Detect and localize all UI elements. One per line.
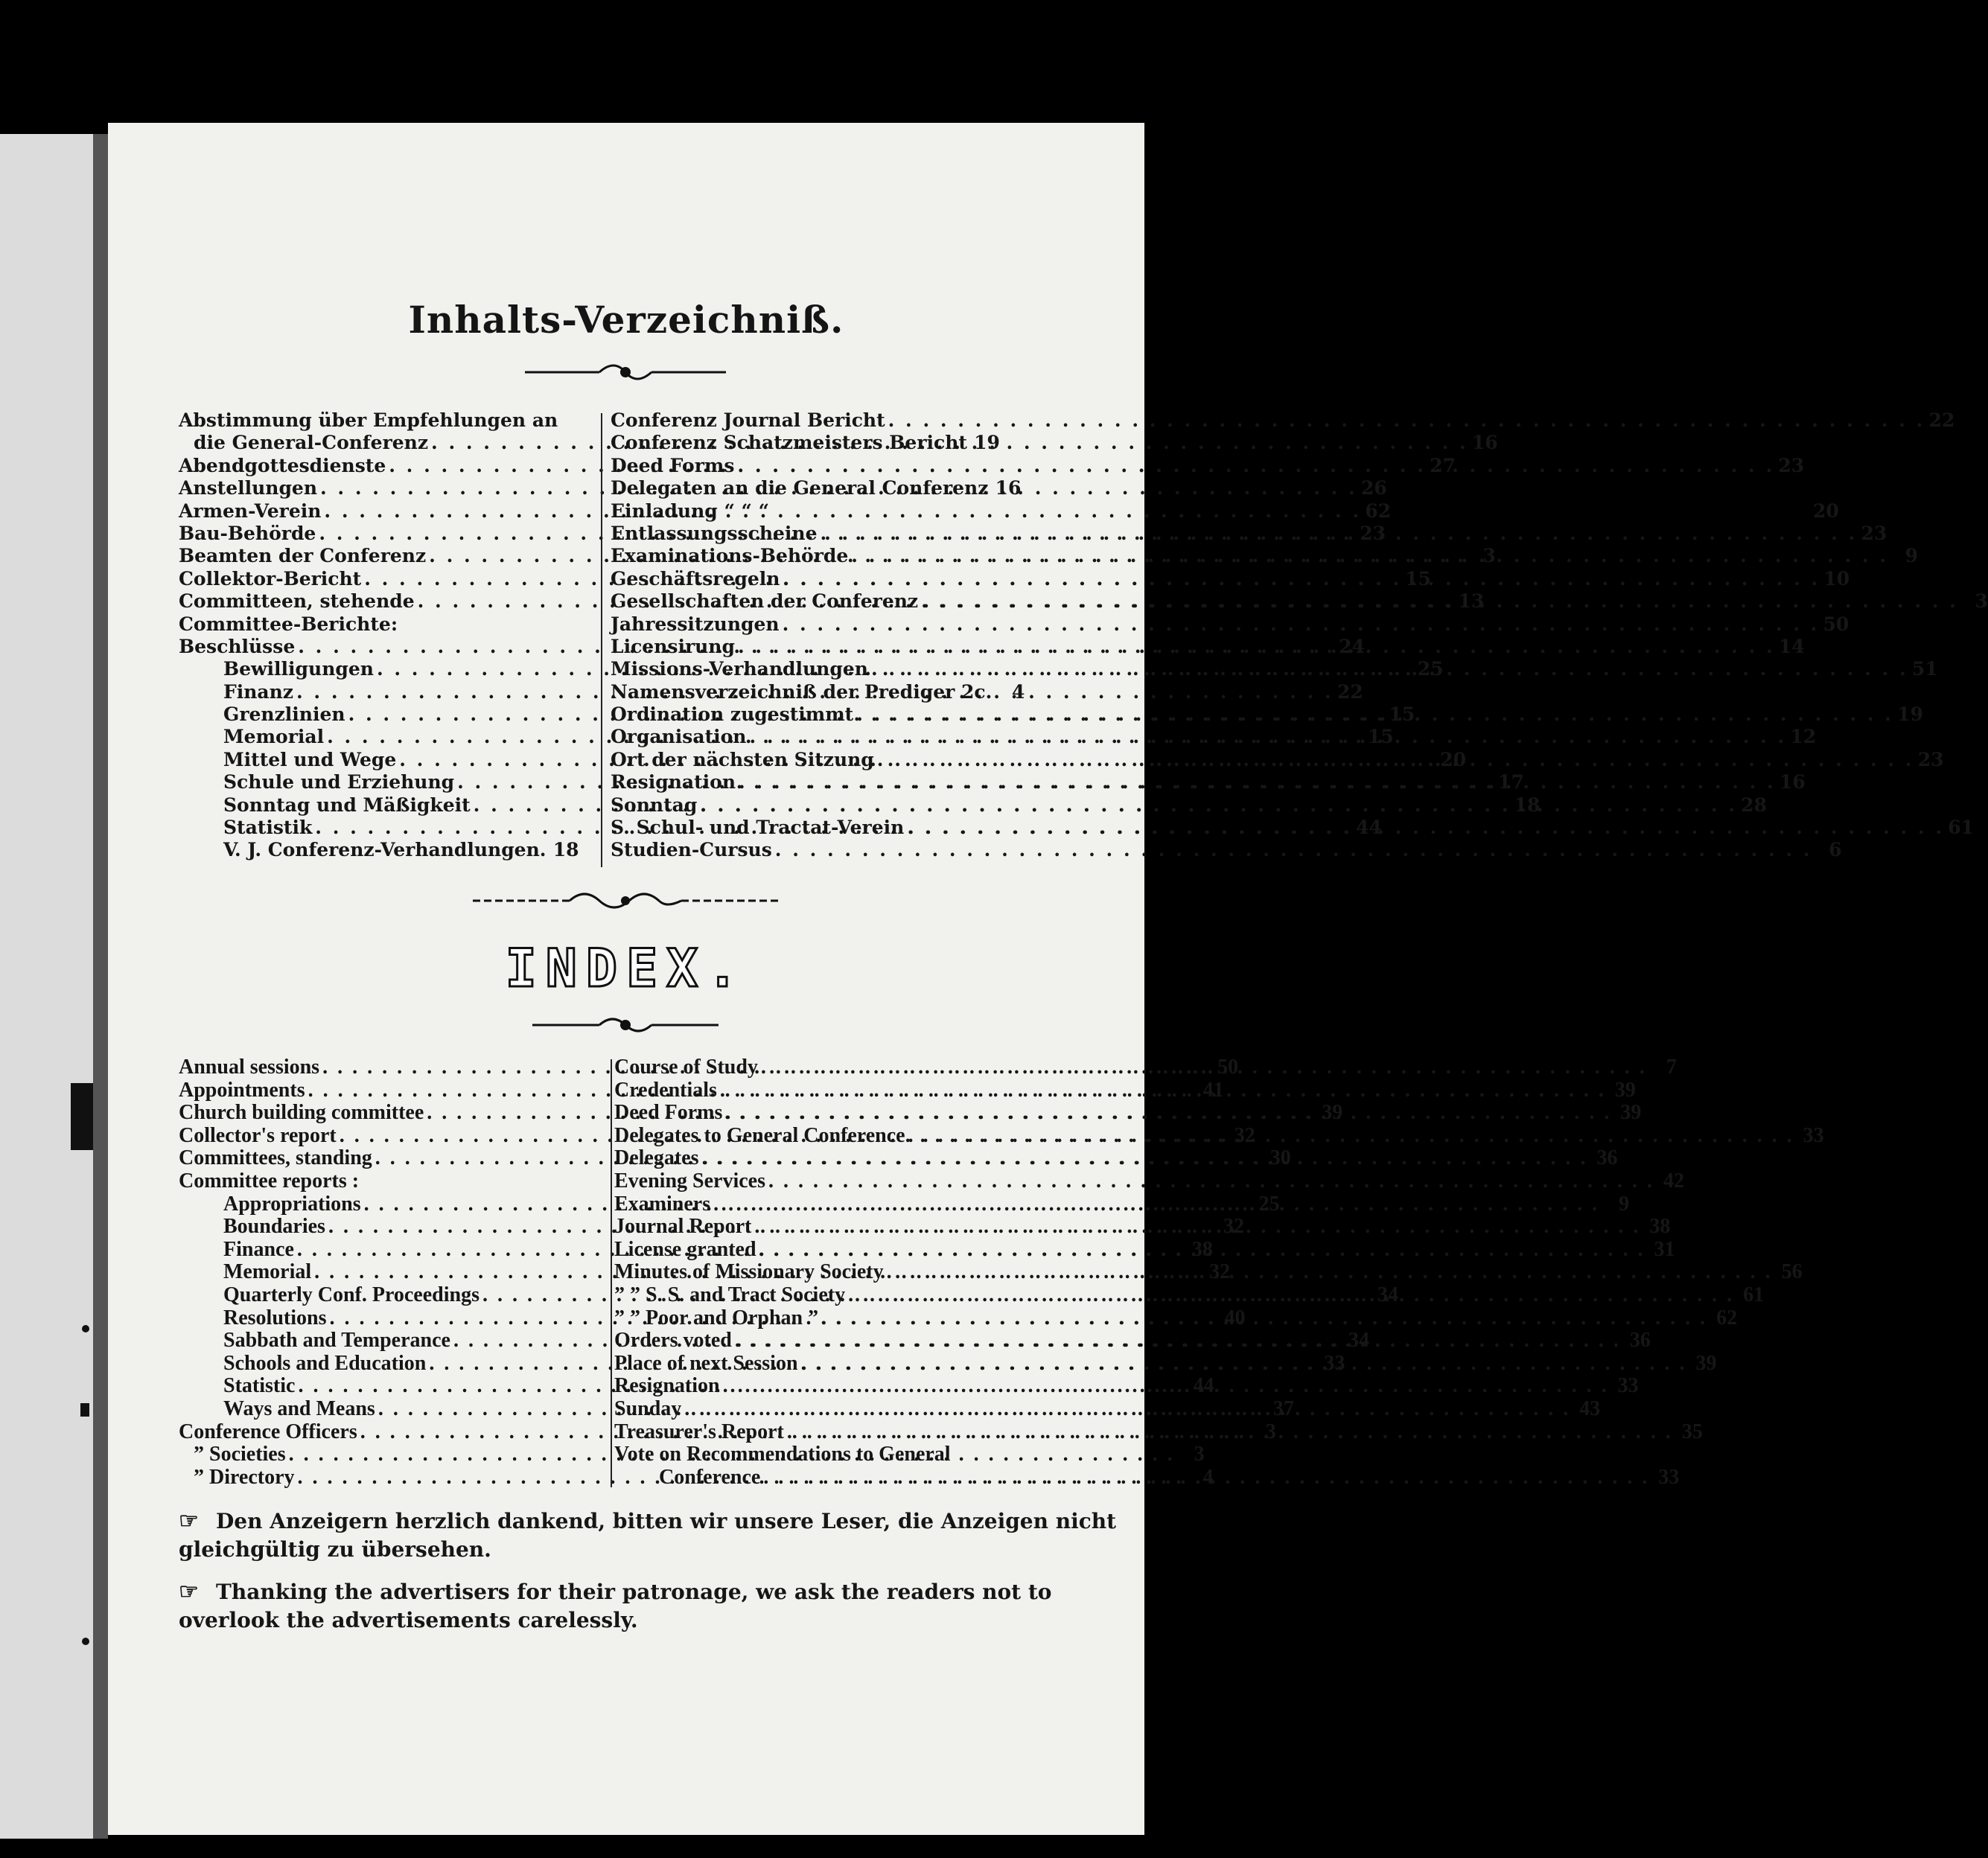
index-entry-page: 34 [1348, 1329, 1369, 1353]
dot-leader [754, 1215, 1640, 1239]
index-entry-label: Vote on Recommendations to General [614, 1443, 951, 1466]
index-entry-page: 39 [1322, 1101, 1343, 1125]
index-entry [611, 839, 1842, 861]
index-entry-label: Gesellschaften der Conferenz [611, 590, 919, 613]
index-entry-label: Studien-Cursus [611, 839, 772, 861]
index-entry-label: Beamten der Conferenz [179, 545, 427, 567]
index-entry-page: 15 [1368, 726, 1394, 748]
index-entry-page: 41 [1202, 1078, 1224, 1102]
index-entry-label: Bewilligungen [223, 658, 374, 680]
index-entry [611, 680, 1025, 703]
index-entry-label: ” ” Poor and Orphan ” [614, 1306, 819, 1329]
adjacent-page-dot [82, 1325, 89, 1332]
index-entry-page: 3 [1975, 590, 1988, 613]
dot-leader [738, 636, 1775, 657]
index-entry [611, 432, 1000, 454]
dot-leader [684, 1397, 1570, 1421]
index-entry-label: Finance [223, 1237, 294, 1261]
dot-leader [775, 839, 1812, 861]
dot-leader [871, 658, 1908, 680]
index-entry-label: ” Directory [194, 1465, 295, 1489]
index-entry-label: Finanz [223, 680, 293, 703]
index-entry-page: 19 [1897, 703, 1923, 726]
index-entry-label: Examiners [614, 1192, 711, 1216]
index-entry-page: 22 [1928, 409, 1955, 431]
index-entry-page: 3 [1482, 545, 1496, 567]
index-entry-page: 17 [1498, 771, 1524, 794]
page-fold [93, 134, 108, 1839]
index-entry-page: 10 [1823, 567, 1850, 590]
dot-leader [821, 523, 1858, 544]
index-entry [179, 1169, 566, 1193]
index-entry-label: Treasurer's Report [614, 1420, 784, 1443]
index-entry-page: 22 [1337, 680, 1363, 703]
index-entry-page: 28 [1741, 794, 1768, 816]
index-entry-label: Armen-Verein [179, 499, 322, 522]
index-entry-page: 3 [1265, 1420, 1276, 1443]
index-entry-page: 24 [1339, 635, 1365, 657]
column-rule [611, 1059, 612, 1487]
index-entry-label: Committeen, stehende [179, 590, 415, 613]
index-entry-page: 3 [1194, 1443, 1205, 1466]
dot-leader [908, 1124, 1794, 1148]
index-entry-label: Conferenz Journal Bericht [611, 409, 885, 431]
index-entry-label: Namensverzeichniß der Prediger 2c. [611, 680, 993, 703]
index-entry-label: Abendgottesdienste [179, 454, 386, 476]
index-entry-page: 20 [1440, 748, 1466, 770]
index-entry-page: 50 [1823, 613, 1850, 635]
index-entry-label: Credentials [614, 1078, 717, 1102]
index-entry-label: Appropriations [223, 1192, 361, 1216]
index-entry-label: Conference [659, 1465, 761, 1489]
index-entry-page: 20 [1812, 499, 1839, 522]
dot-leader [851, 545, 1888, 566]
index-entry-page: 33 [1324, 1351, 1345, 1375]
index-entry-label: Deed Forms [614, 1101, 723, 1125]
index-entry-page: 23 [1778, 454, 1805, 476]
note-german [179, 1507, 1132, 1564]
index-entry [611, 477, 1022, 499]
dot-leader [921, 590, 1958, 612]
index-entry-label: Grenzlinien [223, 703, 345, 726]
index-entry-page: 25 [1417, 658, 1444, 680]
index-entry-label: Resignation [614, 1374, 720, 1398]
ornament-divider [517, 357, 733, 387]
note-english-text: Thanking the advertisers for their patronage, we ask the readers not to overlook the advertisements carelessly. [179, 1580, 1052, 1632]
dot-leader [749, 726, 1786, 747]
index-entry-page: 15 [1405, 567, 1431, 590]
index-entry-page: 14 [1778, 635, 1805, 657]
index-entry-label: die General-Conferenz [194, 432, 429, 454]
index-entry-page: 51 [1911, 658, 1938, 680]
index-page [108, 123, 1988, 1835]
index-entry-page: 43 [1579, 1396, 1601, 1420]
index-entry-page: 25 [1258, 1192, 1280, 1216]
index-entry-page: 35 [1681, 1420, 1703, 1443]
dot-leader [713, 1193, 1599, 1216]
index-entry-label: Statistik [223, 817, 313, 839]
index-entry-label: Minutes of Missionary Society [614, 1260, 884, 1284]
index-entry-label: Committee reports : [179, 1169, 360, 1193]
index-entry-page: 18 [552, 839, 579, 861]
index-entry-page: 36 [1596, 1146, 1618, 1170]
german-title: Inhalts-Verzeichniß. [408, 298, 844, 342]
index-entry [614, 1465, 1680, 1489]
index-entry-label: Resignation [611, 771, 736, 794]
dot-leader [763, 1466, 1649, 1490]
index-entry-label: Sonntag und Mäßigkeit [223, 794, 471, 816]
dot-leader [877, 749, 1914, 770]
index-entry-label: ” ” S. S. and Tract Society [614, 1283, 846, 1306]
dot-leader [848, 1283, 1734, 1307]
index-entry-label: Deed Forms [611, 454, 735, 476]
index-entry-label: Abstimmung über Empfehlungen an [179, 409, 558, 431]
index-entry-label: Mittel und Wege [223, 748, 397, 770]
index-entry-label: Jahressitzungen [611, 613, 780, 635]
dot-leader [735, 1329, 1621, 1353]
index-entry-label: Annual sessions [179, 1056, 320, 1079]
index-entry [614, 1443, 998, 1466]
index-entry-label: Collector's report [179, 1123, 337, 1147]
index-entry-page: 19 [974, 432, 1000, 454]
index-entry-label: Sabbath and Temperance [223, 1329, 450, 1353]
index-entry-page: 39 [1695, 1351, 1717, 1375]
index-entry-page: 32 [1234, 1123, 1255, 1147]
index-entry-page: 42 [1663, 1169, 1684, 1193]
index-entry-label: Sonntag [611, 794, 698, 816]
dot-leader [723, 1374, 1609, 1398]
dot-leader [783, 568, 1820, 590]
dot-leader [888, 409, 1925, 431]
ornament-divider [465, 886, 786, 916]
dot-leader [725, 1101, 1611, 1125]
index-entry [611, 613, 1850, 636]
index-entry-page: 61 [1948, 817, 1975, 839]
index-entry-page: 13 [1458, 590, 1485, 613]
index-entry-label: Church building committee [179, 1101, 424, 1125]
index-entry [179, 794, 1541, 817]
index-entry-page: 50 [1217, 1056, 1239, 1079]
index-entry-label: Ways and Means [223, 1396, 375, 1420]
index-entry [611, 545, 1919, 567]
index-entry-page: 39 [1614, 1078, 1636, 1102]
adjacent-page-glyph [80, 1403, 89, 1417]
index-entry-page: 4 [1011, 680, 1025, 703]
index-entry-page: 16 [995, 477, 1022, 499]
index-entry-label: Schools and Education [223, 1351, 427, 1375]
index-entry-label: Organisation [611, 726, 747, 748]
english-title: INDEX. [505, 938, 748, 999]
dot-leader [768, 1169, 1654, 1193]
index-entry-label: Delegaten an die General Conferenz [611, 477, 989, 499]
index-entry [614, 1420, 1703, 1443]
ornament-divider [525, 1010, 726, 1040]
index-entry [614, 1101, 1642, 1125]
index-entry-page: 44 [1356, 817, 1383, 839]
index-entry-page: 18 [1514, 794, 1541, 816]
index-entry-label: Ort der nächsten Sitzung [611, 748, 874, 770]
dot-leader [821, 1306, 1707, 1330]
index-entry [179, 839, 579, 861]
index-entry-page: 32 [1223, 1215, 1244, 1239]
index-entry-label: Course of Study [614, 1056, 758, 1079]
index-entry-label: Statistic [223, 1374, 296, 1398]
index-entry-label: Delegates [614, 1146, 699, 1170]
index-entry-page: 12 [1790, 726, 1817, 748]
index-entry-page: 6 [1829, 839, 1842, 861]
index-entry-page: 9 [1619, 1192, 1630, 1216]
dot-leader [887, 1260, 1773, 1284]
index-entry-page: 7 [1666, 1056, 1677, 1079]
note-german-text: Den Anzeigern herzlich dankend, bitten wir unsere Leser, die Anzeigen nicht gleichgültig zu übersehen. [179, 1509, 1117, 1562]
index-entry-label: Anstellungen [179, 477, 318, 499]
index-entry-page: 38 [1649, 1215, 1671, 1239]
index-entry-page: 23 [1360, 522, 1386, 544]
adjacent-page-dot [82, 1638, 89, 1645]
index-entry-label: License granted [614, 1237, 756, 1261]
index-entry [179, 409, 558, 432]
dot-leader [759, 1238, 1645, 1262]
index-entry-page: 15 [1389, 703, 1415, 726]
dot-leader [720, 1079, 1606, 1102]
index-entry-label: Beschlüsse [179, 635, 296, 657]
index-entry-label: Delegates to General Conference [614, 1123, 905, 1147]
index-entry-label: Memorial [223, 1260, 312, 1284]
note-english [179, 1578, 1132, 1635]
index-entry-page: 30 [1269, 1146, 1291, 1170]
index-entry-page: 23 [1861, 522, 1887, 544]
pointing-hand-icon: ☞ [179, 1508, 199, 1534]
dot-leader [801, 1352, 1687, 1376]
index-entry-label: Conferenz Schatzmeisters Bericht [611, 432, 967, 454]
index-entry [611, 409, 1955, 432]
index-entry-label: Examinations-Behörde [611, 545, 849, 567]
index-entry [614, 1169, 1684, 1193]
index-entry-label: Collektor-Bericht [179, 567, 362, 590]
index-entry-label: Bau-Behörde [179, 522, 316, 544]
index-entry-page: 44 [1193, 1374, 1214, 1398]
index-entry-page: 31 [1654, 1237, 1675, 1261]
index-entry-label: Place of next Session [614, 1351, 798, 1375]
index-entry-page: 39 [1620, 1101, 1642, 1125]
index-entry-page: 16 [1779, 771, 1806, 794]
index-entry-label: Missions-Verhandlungen [611, 658, 868, 680]
index-entry-label: Boundaries [223, 1215, 325, 1239]
index-entry-label: Conference Officers [179, 1420, 357, 1443]
index-entry-label: V. J. Conferenz-Verhandlungen. [223, 839, 547, 861]
index-entry-page: 4 [1202, 1465, 1214, 1489]
index-entry-label: Sunday [614, 1396, 682, 1420]
index-entry-page: 40 [1224, 1306, 1246, 1329]
dot-leader [907, 817, 1944, 838]
index-entry-label: Geschäftsregeln [611, 567, 780, 590]
index-entry-label: Committee-Berichte: [179, 613, 398, 635]
index-entry-page: 37 [1272, 1396, 1294, 1420]
dot-leader [761, 1056, 1647, 1079]
index-entry-label: Evening Services [614, 1169, 765, 1193]
index-entry [179, 613, 551, 636]
index-entry-label: ” Societies [194, 1443, 286, 1466]
index-entry-page: 23 [1917, 748, 1944, 770]
index-entry-page: 61 [1743, 1283, 1765, 1306]
index-entry-page: 33 [1617, 1374, 1639, 1398]
adjacent-page-edge [0, 134, 93, 1839]
pointing-hand-icon: ☞ [179, 1579, 199, 1605]
dot-leader [739, 771, 1776, 793]
index-entry-label: Journal Report [614, 1215, 752, 1239]
index-entry-page: 33 [1803, 1123, 1824, 1147]
index-entry-label: Resolutions [223, 1306, 327, 1329]
index-entry-page: 34 [1377, 1283, 1398, 1306]
adjacent-page-glyph [71, 1083, 93, 1150]
index-entry-label: Schule und Erziehung [223, 771, 455, 794]
dot-leader [702, 1146, 1588, 1170]
index-entry-label: Licensirung [611, 635, 735, 657]
index-entry-page: 38 [1191, 1237, 1213, 1261]
index-entry-page: 32 [1209, 1260, 1231, 1284]
index-entry-label: Appointments [179, 1078, 305, 1102]
index-entry-page: 62 [1716, 1306, 1738, 1329]
dot-leader [700, 794, 1737, 816]
index-entry-page: 33 [1658, 1465, 1680, 1489]
index-entry-page: 56 [1781, 1260, 1803, 1284]
index-entry [611, 522, 1887, 545]
index-entry-page: 27 [1430, 454, 1456, 476]
index-entry-page: 26 [1360, 477, 1387, 499]
dot-leader [856, 703, 1893, 725]
index-entry-page: 16 [1471, 432, 1498, 454]
index-entry-label: Quarterly Conf. Proceedings [223, 1283, 480, 1306]
dot-leader [737, 455, 1774, 476]
index-entry-label: S. Schul- und Tractat-Verein [611, 817, 905, 839]
index-entry-label: Committees, standing [179, 1146, 372, 1170]
index-entry-page: 62 [1365, 499, 1392, 522]
index-entry-label: Ordination zugestimmt [611, 703, 854, 726]
column-rule [601, 413, 602, 867]
index-entry-label: Entlassungsscheine [611, 522, 818, 544]
dot-leader [783, 613, 1820, 635]
index-entry-page: 36 [1629, 1329, 1651, 1353]
index-entry-label: Einladung “ “ “ [611, 499, 769, 522]
index-entry-label: Memorial [223, 726, 325, 748]
index-entry-label: Orders voted [614, 1329, 732, 1353]
index-entry-page: 9 [1905, 545, 1919, 567]
dot-leader [787, 1420, 1673, 1444]
